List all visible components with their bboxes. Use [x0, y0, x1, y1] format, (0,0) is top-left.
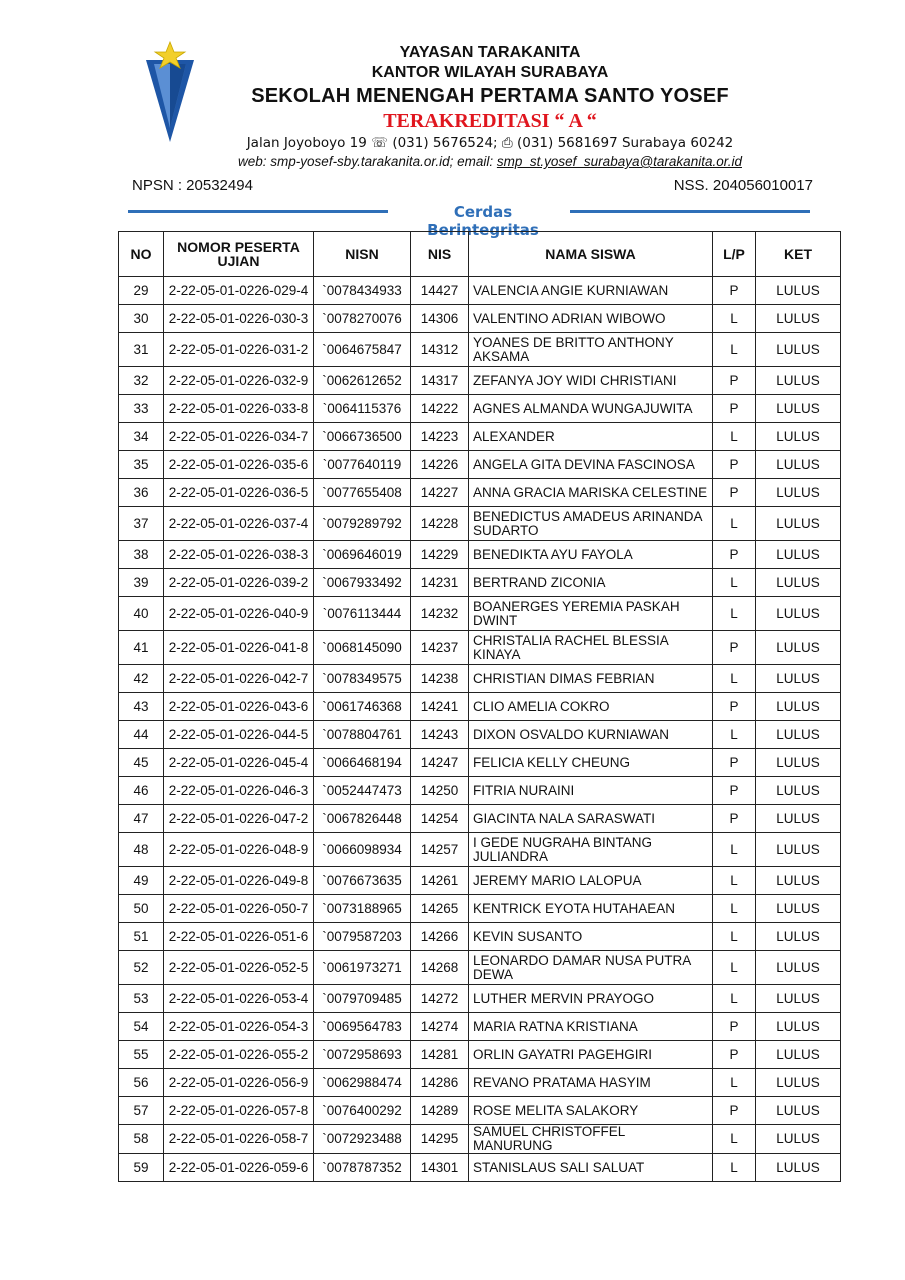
- row-gender: L: [713, 721, 756, 749]
- row-status: LULUS: [756, 395, 841, 423]
- row-gender: L: [713, 569, 756, 597]
- row-exam-number: 2-22-05-01-0226-059-6: [164, 1154, 314, 1182]
- row-exam-number: 2-22-05-01-0226-054-3: [164, 1013, 314, 1041]
- row-nis: 14231: [411, 569, 469, 597]
- row-gender: L: [713, 507, 756, 541]
- row-no: 47: [119, 805, 164, 833]
- row-nis: 14274: [411, 1013, 469, 1041]
- row-status: LULUS: [756, 451, 841, 479]
- row-no: 35: [119, 451, 164, 479]
- row-gender: P: [713, 541, 756, 569]
- foundation-name: YAYASAN TARAKANITA: [399, 44, 581, 61]
- row-exam-number: 2-22-05-01-0226-055-2: [164, 1041, 314, 1069]
- row-exam-number: 2-22-05-01-0226-052-5: [164, 951, 314, 985]
- col-gender: L/P: [713, 232, 756, 277]
- row-student-name: GIACINTA NALA SARASWATI: [469, 805, 713, 833]
- row-nis: 14427: [411, 277, 469, 305]
- table-row: [119, 541, 841, 569]
- row-nisn: `0079289792: [314, 507, 411, 541]
- row-nis: 14229: [411, 541, 469, 569]
- row-status: LULUS: [756, 569, 841, 597]
- row-gender: L: [713, 1125, 756, 1154]
- row-gender: P: [713, 693, 756, 721]
- row-status: LULUS: [756, 1154, 841, 1182]
- row-student-name: CHRISTIAN DIMAS FEBRIAN: [469, 665, 713, 693]
- row-status: LULUS: [756, 805, 841, 833]
- row-exam-number: 2-22-05-01-0226-031-2: [164, 333, 314, 367]
- col-no: NO: [119, 232, 164, 277]
- row-status: LULUS: [756, 1013, 841, 1041]
- motto-banner: [128, 200, 810, 239]
- row-no: 36: [119, 479, 164, 507]
- row-nis: 14247: [411, 749, 469, 777]
- row-status: LULUS: [756, 423, 841, 451]
- row-student-name: CLIO AMELIA COKRO: [469, 693, 713, 721]
- table-row: [119, 395, 841, 423]
- row-status: LULUS: [756, 985, 841, 1013]
- row-exam-number: 2-22-05-01-0226-042-7: [164, 665, 314, 693]
- row-nisn: `0064115376: [314, 395, 411, 423]
- row-nisn: `0069646019: [314, 541, 411, 569]
- row-nisn: `0061746368: [314, 693, 411, 721]
- row-exam-number: 2-22-05-01-0226-043-6: [164, 693, 314, 721]
- row-no: 52: [119, 951, 164, 985]
- row-student-name: YOANES DE BRITTO ANTHONY AKSAMA: [469, 333, 713, 367]
- row-nisn: `0078787352: [314, 1154, 411, 1182]
- row-student-name: BERTRAND ZICONIA: [469, 569, 713, 597]
- col-status: KET: [756, 232, 841, 277]
- row-nisn: `0066098934: [314, 833, 411, 867]
- row-student-name: ANNA GRACIA MARISKA CELESTINE: [469, 479, 713, 507]
- motto-text: Cerdas Berintegritas: [427, 203, 539, 239]
- table-row: [119, 1041, 841, 1069]
- row-exam-number: 2-22-05-01-0226-040-9: [164, 597, 314, 631]
- row-gender: L: [713, 867, 756, 895]
- row-nis: 14250: [411, 777, 469, 805]
- row-student-name: REVANO PRATAMA HASYIM: [469, 1069, 713, 1097]
- row-no: 56: [119, 1069, 164, 1097]
- row-status: LULUS: [756, 507, 841, 541]
- row-gender: P: [713, 451, 756, 479]
- row-nis: 14317: [411, 367, 469, 395]
- table-header: [119, 232, 841, 277]
- row-status: LULUS: [756, 631, 841, 665]
- row-exam-number: 2-22-05-01-0226-056-9: [164, 1069, 314, 1097]
- row-nis: 14289: [411, 1097, 469, 1125]
- row-exam-number: 2-22-05-01-0226-047-2: [164, 805, 314, 833]
- row-nis: 14238: [411, 665, 469, 693]
- row-gender: L: [713, 951, 756, 985]
- row-exam-number: 2-22-05-01-0226-035-6: [164, 451, 314, 479]
- row-student-name: KENTRICK EYOTA HUTAHAEAN: [469, 895, 713, 923]
- row-nisn: `0069564783: [314, 1013, 411, 1041]
- table-row: [119, 1125, 841, 1154]
- row-no: 29: [119, 277, 164, 305]
- col-nisn: NISN: [314, 232, 411, 277]
- row-gender: L: [713, 895, 756, 923]
- table-row: [119, 721, 841, 749]
- row-student-name: AGNES ALMANDA WUNGAJUWITA: [469, 395, 713, 423]
- row-status: LULUS: [756, 541, 841, 569]
- row-no: 58: [119, 1125, 164, 1154]
- row-nis: 14228: [411, 507, 469, 541]
- row-nisn: `0079587203: [314, 923, 411, 951]
- row-nis: 14223: [411, 423, 469, 451]
- row-status: LULUS: [756, 1069, 841, 1097]
- row-exam-number: 2-22-05-01-0226-057-8: [164, 1097, 314, 1125]
- row-nisn: `0066468194: [314, 749, 411, 777]
- row-no: 51: [119, 923, 164, 951]
- row-nis: 14265: [411, 895, 469, 923]
- row-nis: 14261: [411, 867, 469, 895]
- row-student-name: LUTHER MERVIN PRAYOGO: [469, 985, 713, 1013]
- table-row: [119, 951, 841, 985]
- row-no: 50: [119, 895, 164, 923]
- row-nis: 14286: [411, 1069, 469, 1097]
- row-student-name: STANISLAUS SALI SALUAT: [469, 1154, 713, 1182]
- row-nis: 14301: [411, 1154, 469, 1182]
- row-nisn: `0072958693: [314, 1041, 411, 1069]
- row-status: LULUS: [756, 665, 841, 693]
- row-nis: 14272: [411, 985, 469, 1013]
- row-no: 34: [119, 423, 164, 451]
- row-gender: P: [713, 1097, 756, 1125]
- row-no: 32: [119, 367, 164, 395]
- row-exam-number: 2-22-05-01-0226-051-6: [164, 923, 314, 951]
- table-row: [119, 777, 841, 805]
- row-nis: 14312: [411, 333, 469, 367]
- school-shield-star-logo: [140, 40, 200, 145]
- row-nisn: `0052447473: [314, 777, 411, 805]
- row-gender: P: [713, 749, 756, 777]
- row-exam-number: 2-22-05-01-0226-053-4: [164, 985, 314, 1013]
- address: Jalan Joyoboyo 19 ☏ (031) 5676524; ⎙ (031) 5681697 Surabaya 60242: [246, 135, 734, 151]
- table-row: [119, 631, 841, 665]
- row-nis: 14266: [411, 923, 469, 951]
- row-student-name: ORLIN GAYATRI PAGEHGIRI: [469, 1041, 713, 1069]
- row-nis: 14295: [411, 1125, 469, 1154]
- row-nis: 14241: [411, 693, 469, 721]
- row-exam-number: 2-22-05-01-0226-058-7: [164, 1125, 314, 1154]
- table-row: [119, 305, 841, 333]
- row-exam-number: 2-22-05-01-0226-050-7: [164, 895, 314, 923]
- row-exam-number: 2-22-05-01-0226-046-3: [164, 777, 314, 805]
- row-student-name: ROSE MELITA SALAKORY: [469, 1097, 713, 1125]
- row-gender: L: [713, 597, 756, 631]
- row-gender: L: [713, 333, 756, 367]
- table-row: [119, 693, 841, 721]
- row-gender: P: [713, 395, 756, 423]
- row-gender: P: [713, 777, 756, 805]
- row-exam-number: 2-22-05-01-0226-029-4: [164, 277, 314, 305]
- row-status: LULUS: [756, 895, 841, 923]
- row-student-name: ALEXANDER: [469, 423, 713, 451]
- table-row: [119, 277, 841, 305]
- table-body: [119, 277, 841, 1182]
- row-no: 43: [119, 693, 164, 721]
- row-gender: L: [713, 305, 756, 333]
- row-exam-number: 2-22-05-01-0226-048-9: [164, 833, 314, 867]
- row-exam-number: 2-22-05-01-0226-037-4: [164, 507, 314, 541]
- row-nis: 14237: [411, 631, 469, 665]
- row-student-name: MARIA RATNA KRISTIANA: [469, 1013, 713, 1041]
- row-nisn: `0062988474: [314, 1069, 411, 1097]
- row-status: LULUS: [756, 333, 841, 367]
- row-student-name: FELICIA KELLY CHEUNG: [469, 749, 713, 777]
- row-student-name: KEVIN SUSANTO: [469, 923, 713, 951]
- row-student-name: BENEDICTUS AMADEUS ARINANDA SUDARTO: [469, 507, 713, 541]
- row-gender: P: [713, 1041, 756, 1069]
- row-status: LULUS: [756, 367, 841, 395]
- row-no: 33: [119, 395, 164, 423]
- row-no: 30: [119, 305, 164, 333]
- school-name: SEKOLAH MENENGAH PERTAMA SANTO YOSEF: [251, 85, 729, 107]
- row-student-name: FITRIA NURAINI: [469, 777, 713, 805]
- row-exam-number: 2-22-05-01-0226-045-4: [164, 749, 314, 777]
- row-status: LULUS: [756, 777, 841, 805]
- row-nis: 14306: [411, 305, 469, 333]
- row-no: 53: [119, 985, 164, 1013]
- row-nisn: `0066736500: [314, 423, 411, 451]
- table-row: [119, 451, 841, 479]
- motto-line-left: [128, 210, 388, 213]
- table-row: [119, 479, 841, 507]
- row-nisn: `0076113444: [314, 597, 411, 631]
- row-nisn: `0062612652: [314, 367, 411, 395]
- row-nisn: `0078804761: [314, 721, 411, 749]
- table-row: [119, 367, 841, 395]
- row-student-name: BOANERGES YEREMIA PASKAH DWINT: [469, 597, 713, 631]
- row-nis: 14254: [411, 805, 469, 833]
- row-student-name: I GEDE NUGRAHA BINTANG JULIANDRA: [469, 833, 713, 867]
- table-row: [119, 333, 841, 367]
- row-nisn: `0079709485: [314, 985, 411, 1013]
- row-nis: 14243: [411, 721, 469, 749]
- table-row: [119, 923, 841, 951]
- row-status: LULUS: [756, 721, 841, 749]
- row-gender: P: [713, 479, 756, 507]
- row-nis: 14232: [411, 597, 469, 631]
- motto-line-right: [570, 210, 810, 213]
- row-no: 54: [119, 1013, 164, 1041]
- table-row: [119, 507, 841, 541]
- row-no: 44: [119, 721, 164, 749]
- row-student-name: CHRISTALIA RACHEL BLESSIA KINAYA: [469, 631, 713, 665]
- row-nisn: `0072923488: [314, 1125, 411, 1154]
- row-no: 39: [119, 569, 164, 597]
- row-nisn: `0068145090: [314, 631, 411, 665]
- row-student-name: ANGELA GITA DEVINA FASCINOSA: [469, 451, 713, 479]
- row-status: LULUS: [756, 951, 841, 985]
- row-student-name: VALENCIA ANGIE KURNIAWAN: [469, 277, 713, 305]
- row-no: 31: [119, 333, 164, 367]
- row-nis: 14226: [411, 451, 469, 479]
- row-nisn: `0078270076: [314, 305, 411, 333]
- regional-office: KANTOR WILAYAH SURABAYA: [371, 64, 609, 81]
- col-nis: NIS: [411, 232, 469, 277]
- row-gender: L: [713, 1069, 756, 1097]
- row-nis: 14268: [411, 951, 469, 985]
- row-status: LULUS: [756, 597, 841, 631]
- row-status: LULUS: [756, 277, 841, 305]
- row-nisn: `0067826448: [314, 805, 411, 833]
- row-nisn: `0064675847: [314, 333, 411, 367]
- row-nisn: `0067933492: [314, 569, 411, 597]
- row-no: 40: [119, 597, 164, 631]
- row-exam-number: 2-22-05-01-0226-049-8: [164, 867, 314, 895]
- student-results-table: [118, 231, 841, 1182]
- row-status: LULUS: [756, 1097, 841, 1125]
- row-nisn: `0076400292: [314, 1097, 411, 1125]
- table-row: [119, 569, 841, 597]
- table-row: [119, 423, 841, 451]
- row-nis: 14281: [411, 1041, 469, 1069]
- table-row: [119, 1013, 841, 1041]
- row-no: 42: [119, 665, 164, 693]
- table-row: [119, 833, 841, 867]
- row-nis: 14227: [411, 479, 469, 507]
- accreditation: TERAKREDITASI “ A “: [383, 110, 597, 132]
- row-gender: L: [713, 985, 756, 1013]
- row-gender: P: [713, 805, 756, 833]
- row-gender: L: [713, 923, 756, 951]
- row-gender: L: [713, 833, 756, 867]
- row-nisn: `0078434933: [314, 277, 411, 305]
- row-exam-number: 2-22-05-01-0226-030-3: [164, 305, 314, 333]
- row-status: LULUS: [756, 749, 841, 777]
- header-row: [119, 232, 841, 277]
- table-row: [119, 895, 841, 923]
- row-exam-number: 2-22-05-01-0226-039-2: [164, 569, 314, 597]
- table-row: [119, 805, 841, 833]
- web-prefix: web: smp-yosef-sby.tarakanita.or.id; email:: [238, 154, 497, 169]
- row-no: 45: [119, 749, 164, 777]
- row-no: 46: [119, 777, 164, 805]
- row-student-name: ZEFANYA JOY WIDI CHRISTIANI: [469, 367, 713, 395]
- row-nisn: `0076673635: [314, 867, 411, 895]
- row-nisn: `0077655408: [314, 479, 411, 507]
- row-exam-number: 2-22-05-01-0226-034-7: [164, 423, 314, 451]
- row-gender: P: [713, 367, 756, 395]
- letterhead: [0, 0, 905, 239]
- row-no: 59: [119, 1154, 164, 1182]
- row-gender: P: [713, 277, 756, 305]
- row-no: 37: [119, 507, 164, 541]
- row-status: LULUS: [756, 833, 841, 867]
- row-student-name: DIXON OSVALDO KURNIAWAN: [469, 721, 713, 749]
- row-exam-number: 2-22-05-01-0226-038-3: [164, 541, 314, 569]
- row-gender: L: [713, 423, 756, 451]
- table-row: [119, 985, 841, 1013]
- row-nisn: `0077640119: [314, 451, 411, 479]
- row-student-name: LEONARDO DAMAR NUSA PUTRA DEWA: [469, 951, 713, 985]
- row-exam-number: 2-22-05-01-0226-033-8: [164, 395, 314, 423]
- table-row: [119, 1154, 841, 1182]
- table-row: [119, 665, 841, 693]
- web-email: [150, 154, 830, 169]
- row-gender: L: [713, 1154, 756, 1182]
- row-exam-number: 2-22-05-01-0226-044-5: [164, 721, 314, 749]
- row-status: LULUS: [756, 1041, 841, 1069]
- table-row: [119, 1069, 841, 1097]
- npsn: NPSN : 20532494: [132, 177, 253, 194]
- row-no: 38: [119, 541, 164, 569]
- row-exam-number: 2-22-05-01-0226-036-5: [164, 479, 314, 507]
- row-status: LULUS: [756, 305, 841, 333]
- row-status: LULUS: [756, 479, 841, 507]
- row-student-name: SAMUEL CHRISTOFFEL MANURUNG: [469, 1125, 713, 1154]
- col-exam-number: NOMOR PESERTA UJIAN: [164, 232, 314, 277]
- table-row: [119, 749, 841, 777]
- col-student-name: NAMA SISWA: [469, 232, 713, 277]
- row-no: 55: [119, 1041, 164, 1069]
- row-status: LULUS: [756, 1125, 841, 1154]
- row-nisn: `0078349575: [314, 665, 411, 693]
- nss: NSS. 204056010017: [673, 177, 813, 194]
- row-exam-number: 2-22-05-01-0226-041-8: [164, 631, 314, 665]
- row-status: LULUS: [756, 923, 841, 951]
- row-exam-number: 2-22-05-01-0226-032-9: [164, 367, 314, 395]
- row-student-name: BENEDIKTA AYU FAYOLA: [469, 541, 713, 569]
- row-no: 48: [119, 833, 164, 867]
- row-status: LULUS: [756, 693, 841, 721]
- email-link[interactable]: smp_st.yosef_surabaya@tarakanita.or.id: [496, 154, 742, 169]
- row-student-name: JEREMY MARIO LALOPUA: [469, 867, 713, 895]
- row-no: 49: [119, 867, 164, 895]
- row-status: LULUS: [756, 867, 841, 895]
- row-nisn: `0061973271: [314, 951, 411, 985]
- table-row: [119, 597, 841, 631]
- row-no: 41: [119, 631, 164, 665]
- row-nisn: `0073188965: [314, 895, 411, 923]
- row-gender: P: [713, 1013, 756, 1041]
- table-row: [119, 1097, 841, 1125]
- row-nis: 14222: [411, 395, 469, 423]
- table-row: [119, 867, 841, 895]
- row-nis: 14257: [411, 833, 469, 867]
- row-gender: P: [713, 631, 756, 665]
- row-no: 57: [119, 1097, 164, 1125]
- row-gender: L: [713, 665, 756, 693]
- row-student-name: VALENTINO ADRIAN WIBOWO: [469, 305, 713, 333]
